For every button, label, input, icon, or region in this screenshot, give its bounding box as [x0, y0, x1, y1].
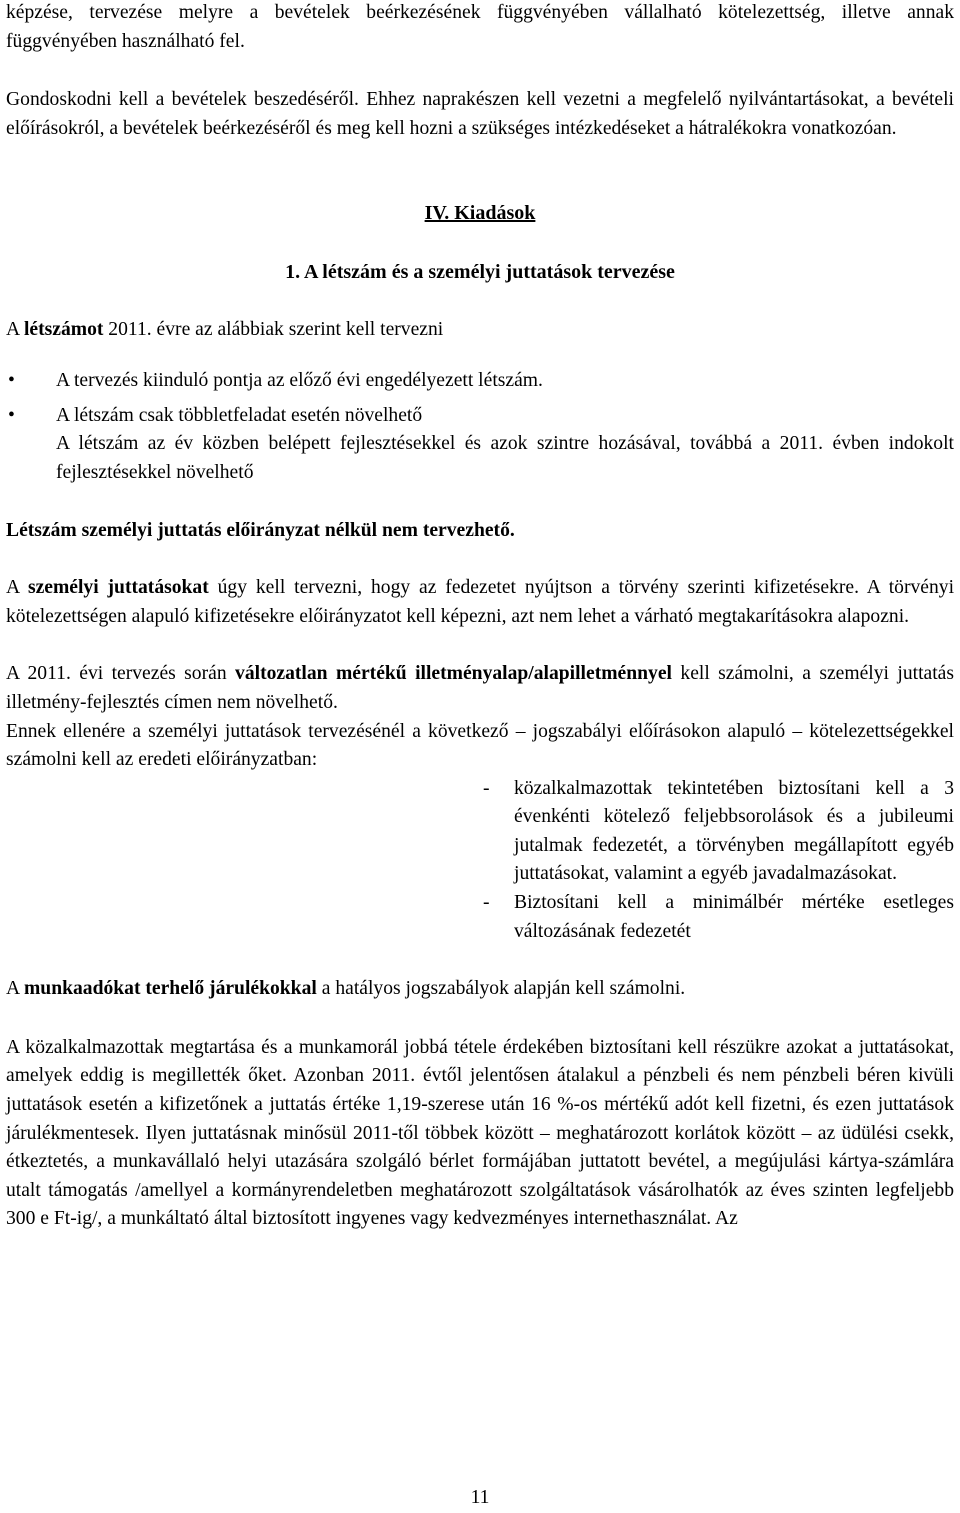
- bold-fragment: létszámot: [23, 318, 104, 340]
- list-item-text: közalkalmazottak tekintetében biztosítani kell a 3 évenkénti kötelező feljebbsorolások és a jubileumi jutalmak fedezetét, a törvényben megállapított egyéb juttatásokat, valamint a egyéb javadalmazásokat.: [514, 777, 954, 885]
- list-item: [483, 775, 954, 889]
- paragraph-revenue-collection: Gondoskodni kell a bevételek beszedéséről. Ehhez naprakészen kell vezetni a megfelelő nyilvántartásokat, a bevételi előírásokról, a bevételek beérkezéséről és meg kell hozni a szükséges intézkedéseket a hátralékokra vonatkozóan.: [6, 89, 954, 139]
- paragraph-commitments: képzése, tervezése melyre a bevételek beérkezésének függvényében vállalható kötelezettség, illetve annak függvényében használható fel.: [6, 2, 954, 52]
- text-fragment: kell számolni, a személyi juttatás illetmény-fejlesztés címen nem növelhető.: [6, 663, 954, 713]
- list-item-text: A tervezés kiinduló pontja az előző évi engedélyezett létszám.: [56, 370, 543, 392]
- list-item: [6, 402, 954, 488]
- paragraph-employee-retention: A közalkalmazottak megtartása és a munkamorál jobbá tétele érdekében biztosítani kell részükre azokat a juttatásokat, amelyek eddig is megillették őket. Azonban 2011. évtől jelentősen átalakul a pénzbeli és nem pénzbeli béren kivüli juttatások esetén a kifizetőnek a juttatás értéke 1,19-szerese után 16 %-os mértékű adót kell fizetni, és ezen juttatások járulékmentesek. Ilyen juttatásnak minősül 2011-től többek között – meghatározott korlátok között – az üdülési csekk, étkeztetés, a munkavállaló helyi utazására szolgáló bérlet formájában juttatott bevétel, a megújulási kártya-számlára utalt támogatás /amellyel a kormányrendeletben meghatározott szolgáltatások vásárolhatók az éves szinten legfeljebb 300 e Ft-ig/, a munkáltató által biztosított ingyenes vagy kedvezményes internethasználat. Az: [6, 1036, 954, 1230]
- section-heading: 1. A létszám és a személyi juttatások tervezése: [285, 260, 675, 283]
- text-fragment: a hatályos jogszabályok alapján kell számolni.: [316, 978, 686, 1000]
- paragraph-headcount-intro: [6, 316, 954, 345]
- text-fragment: 2011. évre az alábbiak szerint kell tervezni: [103, 318, 444, 340]
- chapter-heading: [6, 199, 954, 228]
- text-fragment: A: [6, 577, 28, 599]
- paragraph-employer-contributions: [6, 975, 954, 1004]
- paragraph-personal-benefits: [6, 574, 954, 631]
- bullet-list: [6, 367, 954, 487]
- bold-fragment: személyi juttatásokat: [27, 577, 209, 599]
- dash-icon: -: [483, 892, 490, 914]
- list-item: [6, 367, 954, 396]
- text-fragment: A: [6, 978, 24, 1000]
- document-page: [6, 0, 954, 1234]
- bold-fragment: változatlan mértékű illetményalap/alapilletménnyel: [235, 663, 672, 685]
- paragraph-2011-planning: [6, 660, 954, 717]
- list-item-text: A létszám csak többletfeladat esetén növelhető: [56, 404, 423, 426]
- page-number: 11: [470, 1487, 490, 1508]
- paragraph-headcount-rule: Létszám személyi juttatás előirányzat nélkül nem tervezhető.: [6, 519, 515, 541]
- list-item: [483, 889, 954, 946]
- bullet-icon: •: [8, 370, 15, 392]
- dash-icon: -: [483, 777, 490, 799]
- dash-list: [483, 775, 954, 947]
- list-item-text: Biztosítani kell a minimálbér mértéke esetleges változásának fedezetét: [514, 892, 954, 942]
- chapter-heading-text: IV. Kiadások: [424, 202, 536, 225]
- paragraph-obligations: Ennek ellenére a személyi juttatások tervezésénél a következő – jogszabályi előírásokon alapuló – kötelezettségekkel számolni kell az eredeti előirányzatban:: [6, 720, 954, 771]
- bullet-icon: •: [8, 404, 15, 426]
- text-fragment: úgy kell tervezni, hogy az fedezetet nyújtson a törvény szerinti kifizetésekre. A törvényi kötelezettségen alapuló kifizetésekre előirányzatot kell képezni, azt nem lehet a várható megtakarításokra alapozni.: [6, 577, 955, 627]
- text-fragment: A 2011. évi tervezés során: [6, 663, 236, 685]
- bold-fragment: munkaadókat terhelő járulékokkal: [23, 978, 317, 1000]
- text-fragment: A: [6, 318, 24, 340]
- list-item-text: A létszám az év közben belépett fejlesztésekkel és azok szintre hozásával, továbbá a 2011. évben indokolt fejlesztésekkel növelhető: [56, 433, 954, 483]
